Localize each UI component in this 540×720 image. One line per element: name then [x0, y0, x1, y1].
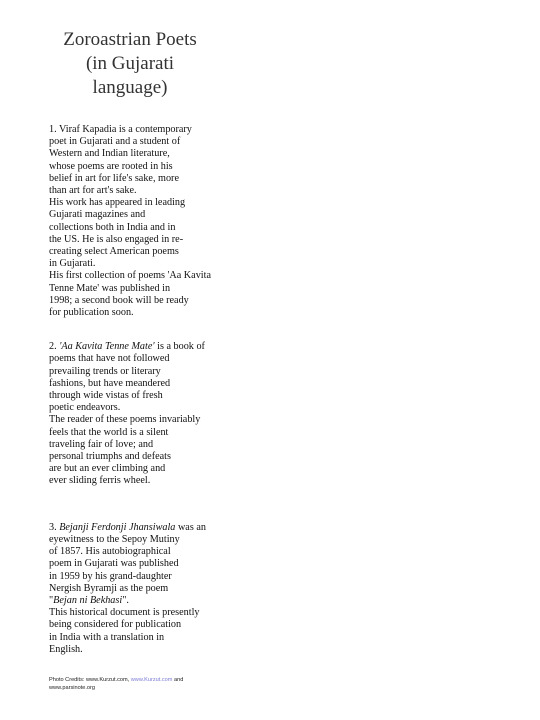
text-line: poetic endeavors.	[49, 402, 121, 414]
text-line: His work has appeared in leading	[49, 197, 186, 209]
text-line: collections both in India and in	[49, 221, 176, 233]
text-line: creating select American poems	[49, 246, 179, 258]
credits-line-1	[49, 676, 269, 684]
item-number: 3.	[49, 521, 60, 533]
document-body	[49, 124, 229, 656]
section2-paragraph1	[49, 341, 229, 414]
text-line: of 1857. His autobiographical	[49, 546, 171, 558]
text-line	[49, 341, 229, 353]
text-line: Tenne Mate' was published in	[49, 282, 171, 294]
section1-paragraph1	[49, 124, 229, 197]
text-line: ever sliding ferris wheel.	[49, 475, 151, 487]
text-line: poet in Gujarati and a student of	[49, 136, 181, 148]
text-line: Western and Indian literature,	[49, 148, 170, 160]
poem-title: Bejan ni Bekhasi	[53, 594, 123, 606]
credits-link[interactable]: www.Kurzut.com	[130, 677, 173, 683]
text-line: This historical document is presently	[49, 607, 200, 619]
text-line: poems that have not followed	[49, 353, 170, 365]
poet-name: Bejanji Ferdonji Jhansiwala	[59, 521, 176, 533]
text-line: being considered for publication	[49, 619, 182, 631]
text-line: feels that the world is a silent	[49, 426, 169, 438]
text-line	[49, 594, 229, 607]
text-line: are but an ever climbing and	[49, 463, 166, 475]
text-line: Gujarati magazines and	[49, 209, 146, 221]
section1-paragraph3	[49, 270, 229, 319]
text-line: in Gujarati.	[49, 258, 96, 270]
text-line: 1998; a second book will be ready	[49, 294, 189, 306]
item-number: 2.	[49, 341, 60, 353]
text-line	[49, 521, 229, 534]
text-line: 1. Viraf Kapadia is a contemporary	[49, 124, 192, 135]
section2-paragraph2	[49, 414, 229, 487]
text-line: belief in art for life's sake, more	[49, 172, 179, 184]
section3-paragraph1	[49, 522, 229, 607]
title-line-2: (in Gujarati	[85, 53, 175, 74]
text-line: in 1959 by his grand-daughter	[49, 570, 172, 582]
page-title	[40, 28, 220, 100]
text-line: The reader of these poems invariably	[49, 414, 201, 426]
text-line: whose poems are rooted in his	[49, 160, 173, 172]
text-fragment: was an	[175, 521, 206, 533]
credits-text: and	[172, 677, 184, 683]
text-line: personal triumphs and defeats	[49, 451, 171, 463]
text-line: poem in Gujarati was published	[49, 558, 179, 570]
section3-paragraph2	[49, 607, 229, 656]
text-fragment: is a book of	[154, 341, 205, 353]
section1-paragraph2	[49, 197, 229, 270]
text-line: English.	[49, 643, 83, 655]
title-line-1: Zoroastrian Poets	[63, 29, 197, 50]
text-line: in India with a translation in	[49, 631, 165, 643]
text-line: His first collection of poems 'Aa Kavita	[49, 270, 211, 282]
text-line: than art for art's sake.	[49, 185, 137, 197]
credits-line-2: www.parsinote.org	[49, 685, 96, 691]
title-line-3: language)	[92, 77, 168, 98]
photo-credits	[49, 676, 269, 692]
credits-text: Photo Credits: www.Kurzut.com,	[49, 677, 131, 683]
quote-mark: "	[49, 594, 54, 606]
text-line: eyewitness to the Sepoy Mutiny	[49, 533, 180, 545]
quote-mark: ".	[122, 594, 129, 606]
text-line: the US. He is also engaged in re-	[49, 233, 184, 245]
book-title: 'Aa Kavita Tenne Mate'	[59, 341, 155, 353]
text-line: through wide vistas of fresh	[49, 390, 163, 402]
text-line: prevailing trends or literary	[49, 365, 161, 377]
text-line: Nergish Byramji as the poem	[49, 582, 169, 594]
text-line: traveling fair of love; and	[49, 438, 154, 450]
text-line: for publication soon.	[49, 307, 134, 319]
text-line: fashions, but have meandered	[49, 377, 171, 389]
